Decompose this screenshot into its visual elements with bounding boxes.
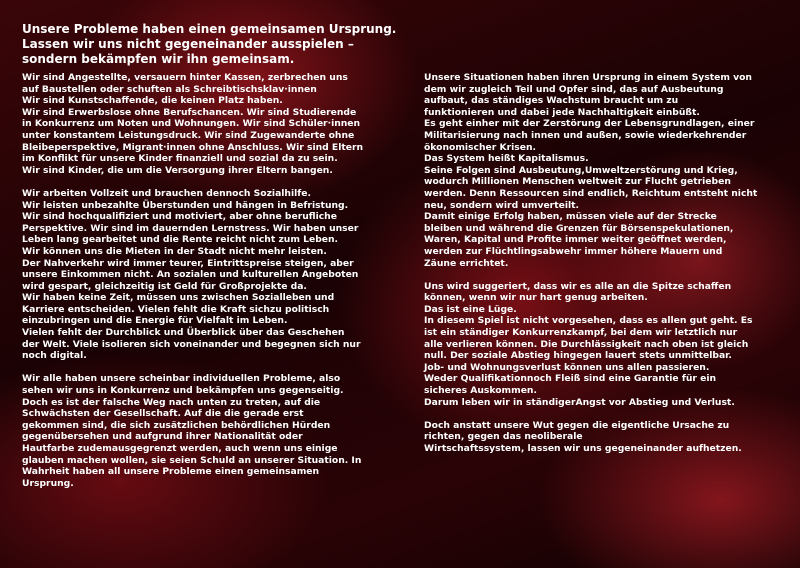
left-paragraph-identities: Wir sind Angestellte, versauern hinter Kassen, zerbrechen uns auf Baustellen oder schuften als Schreibtischsklav·innen Wir sind Kunstschaffende, die keinen Platz haben. Wir sind Erwerbslose ohne Berufschancen. Wir sind Studierende in Konkurrenz um Noten und Wohnungen. Wir sind Schüler·innen unter konstantem Leistungsdruck. Wir sind Zugewanderte ohne Bleibeperspektive, Migrant·innen ohne Anschluss. Wir sind Eltern im Konflikt für unsere Kinder finanziell und sozial da zu sein. Wir sind Kinder, die um die Versorgung ihrer Eltern bangen. — [22, 72, 364, 176]
headline: Unsere Probleme haben einen gemeinsamen Ursprung. Lassen wir uns nicht gegeneinander ausspielen – sondern bekämpfen wir ihn gemeinsam. — [22, 22, 397, 66]
right-paragraph-anger: Doch anstatt unsere Wut gegen die eigentliche Ursache zu richten, gegen das neoliberale Wirtschaftssystem, lassen wir uns gegeneinander aufhetzen. — [424, 419, 742, 454]
right-paragraph-lie: Uns wird suggeriert, dass wir es alle an die Spitze schaffen können, wenn wir nur hart genug arbeiten. Das ist eine Lüge. In diesem Spiel ist nicht vorgesehen, dass es allen gut geht. Es ist ein ständiger Konkurrenzkampf, bei dem wir letztlich nur alle verlieren können. Die Durchlässigkeit nach oben ist gleich null. Der soziale Abstieg hingegen lauert stets unmittelbar. Job- und Wohnungsverlust können uns allen passieren. Weder Qualifikationnoch Fleiß sind eine Garantie für ein sicheres Auskommen. Darum leben wir in ständigerAngst vor Abstieg und Verlust. — [424, 280, 753, 408]
left-column — [22, 72, 392, 501]
left-paragraph-competition: Wir alle haben unsere scheinbar individuellen Probleme, also sehen wir uns in Konkurrenz und bekämpfen uns gegenseitig. Doch es ist der falsche Weg nach unten zu treten, auf die Schwächsten der Gesellschaft. Auf die die gerade erst gekommen sind, die sich zusätzlichen behördlichen Hürden gegenübersehen und aufgrund ihrer Nationalität oder Hautfarbe zudemausgegrenzt werden, auch wenn uns einige glauben machen wollen, sie seien Schuld an unserer Situation. In Wahrheit haben all unsere Probleme einen gemeinsamen Ursprung. — [22, 373, 362, 489]
left-paragraph-hardships: Wir arbeiten Vollzeit und brauchen dennoch Sozialhilfe. Wir leisten unbezahlte Überstunden und hängen in Befristung. Wir sind hochqualifiziert und motiviert, aber ohne berufliche Perspektive. Wir sind im dauernden Lernstress. Wir haben unser Leben lang gearbeitet und die Rente reicht nicht zum Leben. Wir können uns die Mieten in der Stadt nicht mehr leisten. Der Nahverkehr wird immer teurer, Eintrittspreise steigen, aber unsere Einkommen nicht. An sozialen und kulturellen Angeboten wird gespart, gleichzeitig ist Geld für Großprojekte da. Wir haben keine Zeit, müssen uns zwischen Sozialleben und Karriere entscheiden. Vielen fehlt die Kraft sichzu politisch einzubringen und die Energie für Vielfalt im Leben. Vielen fehlt der Durchblick und Überblick über das Geschehen der Welt. Viele isolieren sich voneinander und begegnen sich nur noch digital. — [22, 187, 361, 362]
right-column — [424, 72, 780, 466]
right-paragraph-system: Unsere Situationen haben ihren Ursprung in einem System von dem wir zugleich Teil und Opfer sind, das auf Ausbeutung aufbaut, das ständiges Wachstum braucht um zu funktionieren und dabei jede Nachhaltigkeit einbüßt. Es geht einher mit der Zerstörung der Lebensgrundlagen, einer Militarisierung nach innen und außen, sowie wiederkehrender ökonomischer Krisen. Das System heißt Kapitalismus. Seine Folgen sind Ausbeutung,Umweltzerstörung und Krieg, wodurch Millionen Menschen weltweit zur Flucht getrieben werden. Denn Ressourcen sind endlich, Reichtum entsteht nicht neu, sondern wird umverteilt. Damit einige Erfolg haben, müssen viele auf der Strecke bleiben und während die Grenzen für Börsenspekulationen, Waren, Kapital und Profite immer weiter geöffnet werden, werden zur Flüchtlingsabwehr immer höhere Mauern und Zäune errichtet. — [424, 72, 758, 269]
